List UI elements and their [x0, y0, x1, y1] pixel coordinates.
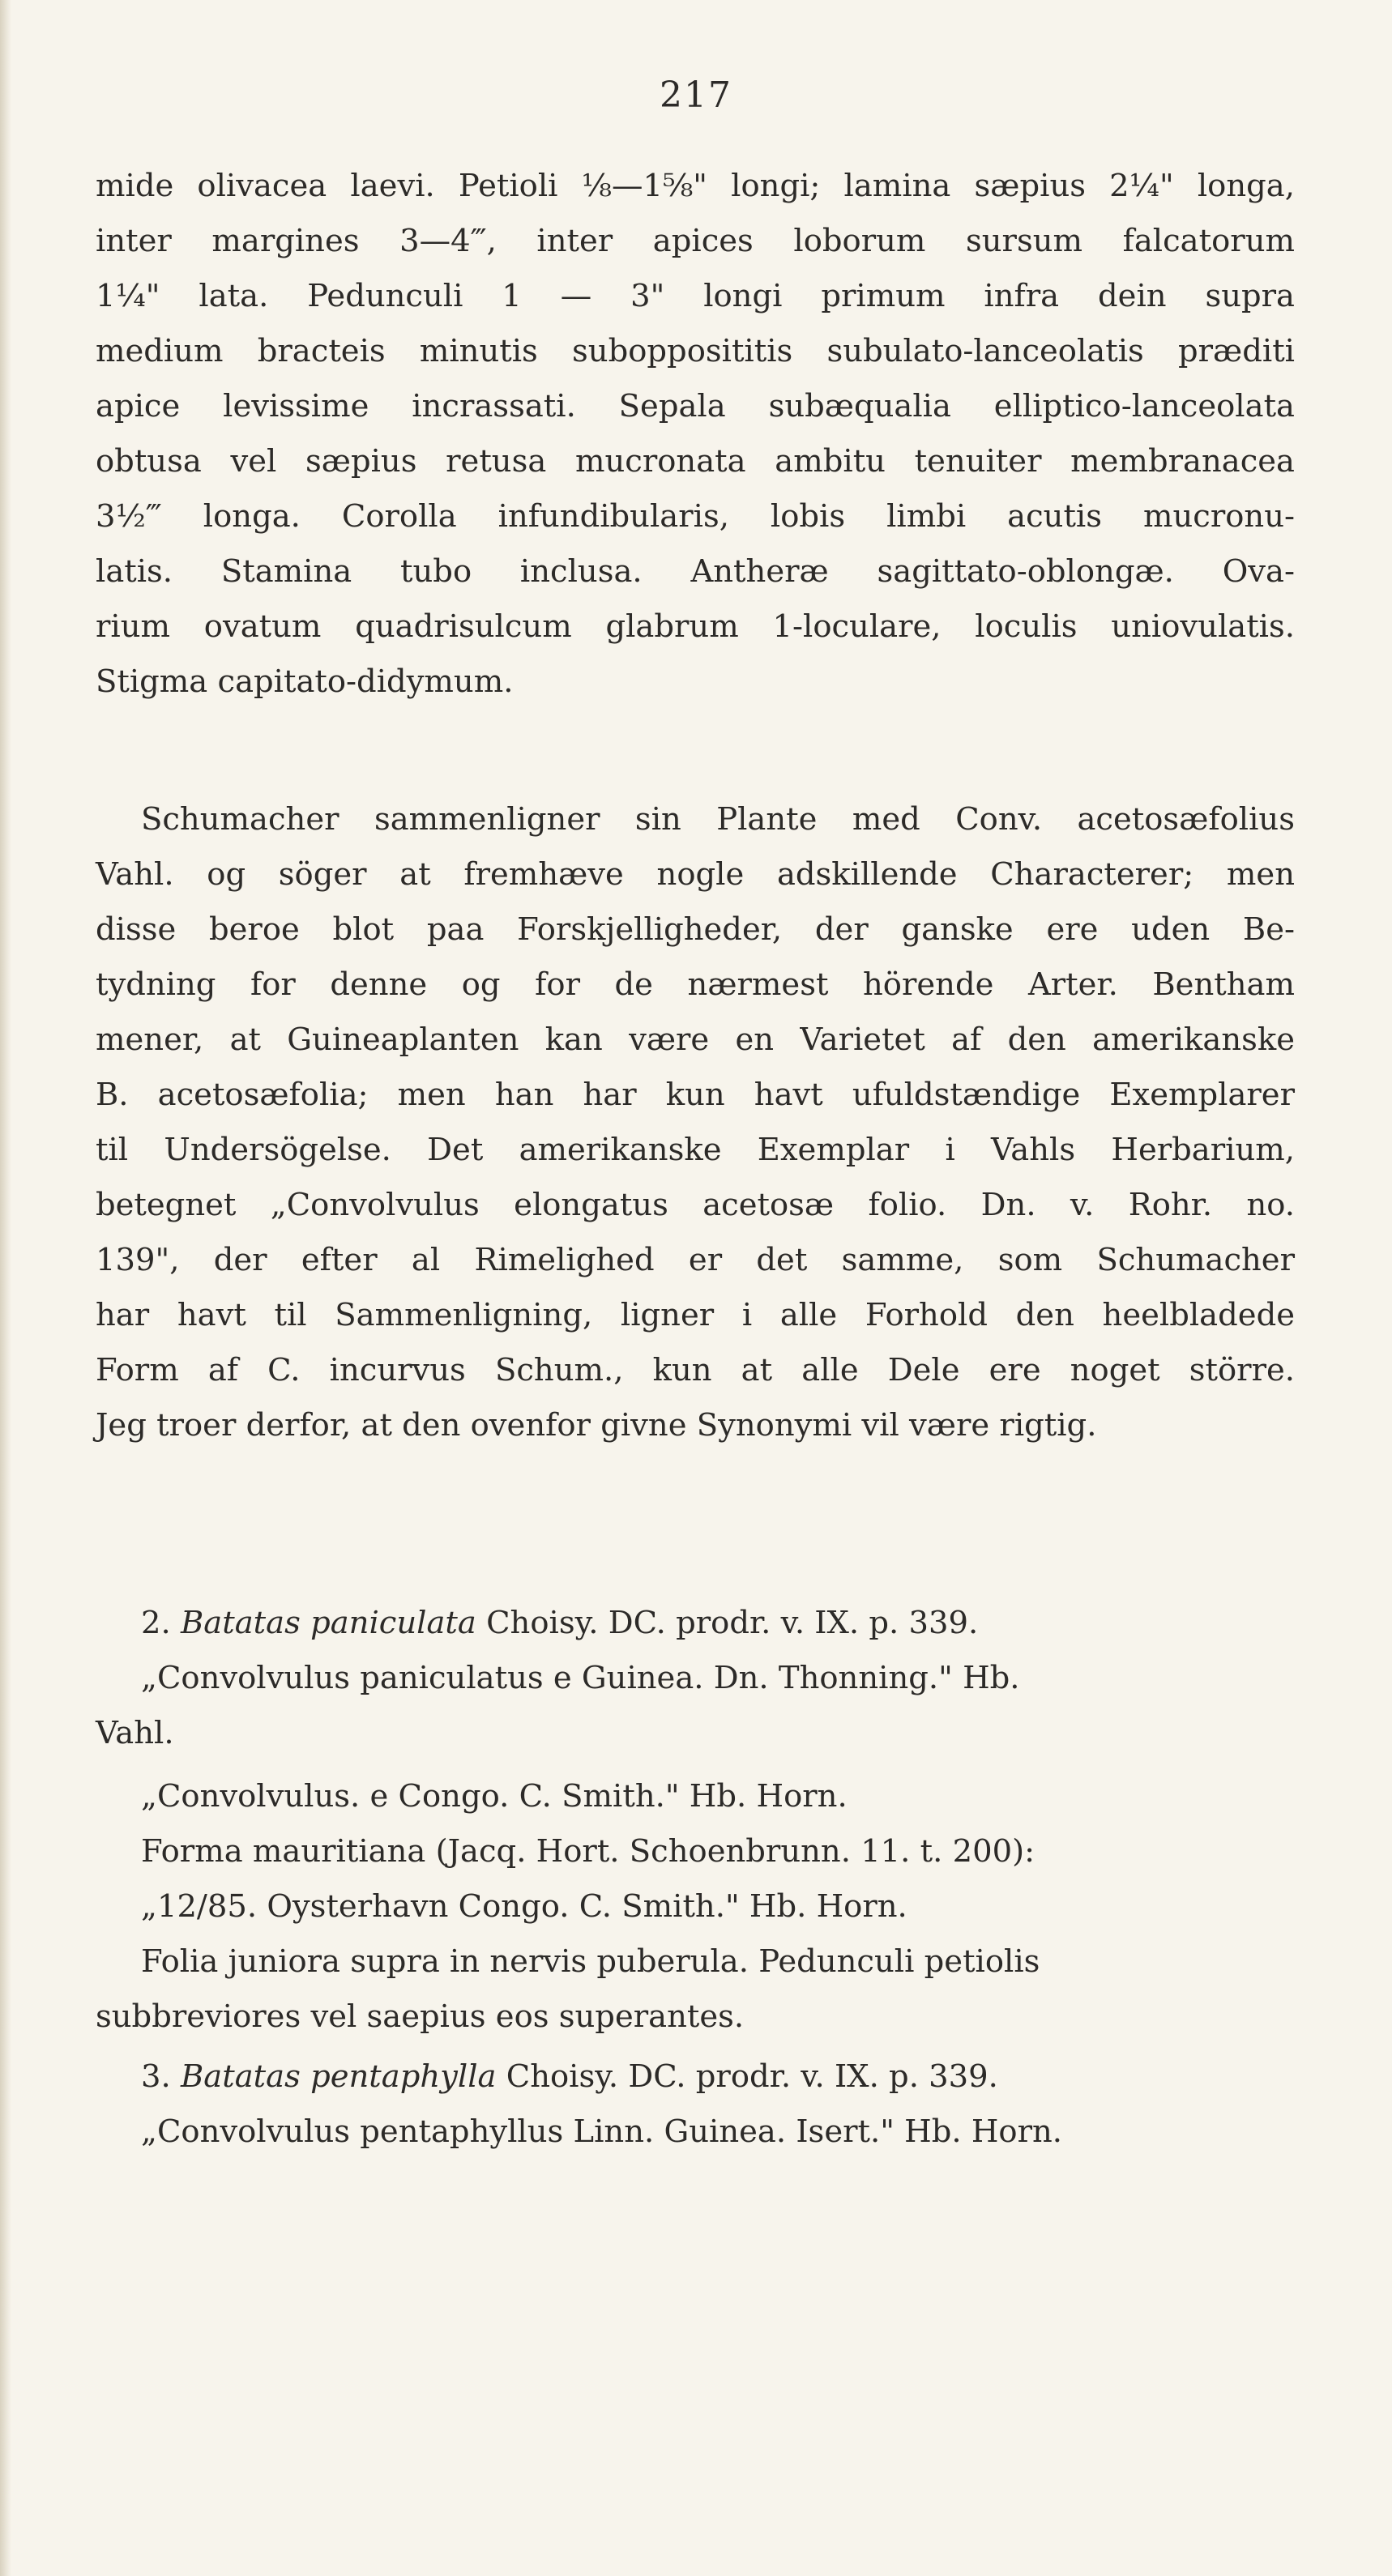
text-line: Stigma capitato-didymum. — [96, 663, 514, 700]
specimen-line: Vahl. — [96, 1715, 174, 1751]
text-line: 139", der efter al Rimelighed er det samme, som Schumacher — [96, 1242, 1295, 1278]
text-line: inter margines 3—4‴, inter apices loborum sursum falcatorum — [96, 223, 1295, 259]
entry-number: 2. — [141, 1605, 171, 1641]
note-line: subbreviores vel saepius eos superantes. — [96, 1998, 745, 2035]
page-edge-shadow — [0, 0, 11, 2576]
note-line: Folia juniora supra in nervis puberula. Pedunculi petiolis — [141, 1943, 1040, 1980]
page-number: 217 — [660, 75, 732, 116]
text-line: Vahl. og söger at fremhæve nogle adskillende Characterer; men — [96, 856, 1295, 893]
species-citation: Choisy. DC. prodr. v. IX. p. 339. — [496, 2058, 998, 2095]
species-name: Batatas paniculata — [180, 1605, 476, 1641]
species-entry-2 — [96, 1596, 1295, 2045]
text-line: Form af C. incurvus Schum., kun at alle Dele ere noget större. — [96, 1352, 1295, 1388]
entry-number: 3. — [141, 2058, 171, 2095]
discussion-paragraph — [96, 792, 1295, 1453]
text-line: Schumacher sammenligner sin Plante med Conv. acetosæfolius — [141, 801, 1295, 838]
text-line: 3½‴ longa. Corolla infundibularis, lobis limbi acutis mucronu- — [96, 498, 1295, 535]
species-entry-3 — [96, 2049, 1295, 2160]
entry-heading — [96, 1596, 1295, 1651]
text-line: 1¼" lata. Pedunculi 1 — 3" longi primum infra dein supra — [96, 278, 1295, 314]
text-line: obtusa vel sæpius retusa mucronata ambitu tenuiter membranacea — [96, 443, 1295, 480]
text-line: mide olivacea laevi. Petioli ⅛—1⅝" longi; lamina sæpius 2¼" longa, — [96, 168, 1295, 204]
specimen-line: „Convolvulus paniculatus e Guinea. Dn. Thonning." Hb. — [141, 1660, 1020, 1696]
text-line: til Undersögelse. Det amerikanske Exemplar i Vahls Herbarium, — [96, 1132, 1295, 1168]
text-line: disse beroe blot paa Forskjelligheder, der ganske ere uden Be- — [96, 911, 1295, 948]
text-line: rium ovatum quadrisulcum glabrum 1-loculare, loculis uniovulatis. — [96, 608, 1295, 645]
specimen-line: „Convolvulus. e Congo. C. Smith." Hb. Horn. — [141, 1778, 848, 1815]
text-line: B. acetosæfolia; men han har kun havt ufuldstændige Exemplarer — [96, 1077, 1295, 1113]
text-line: tydning for denne og for de nærmest hörende Arter. Bentham — [96, 966, 1295, 1003]
text-line: har havt til Sammenligning, ligner i alle Forhold den heelbladede — [96, 1297, 1295, 1333]
entry-heading — [96, 2049, 1295, 2105]
text-line: medium bracteis minutis subopposititis subulato-lanceolatis præditi — [96, 333, 1295, 369]
text-line: Jeg troer derfor, at den ovenfor givne Synonymi vil være rigtig. — [96, 1407, 1097, 1444]
specimen-line: „Convolvulus pentaphyllus Linn. Guinea. Isert." Hb. Horn. — [141, 2113, 1063, 2150]
forma-line: Forma mauritiana (Jacq. Hort. Schoenbrunn. 11. t. 200): — [141, 1833, 1035, 1870]
text-line: latis. Stamina tubo inclusa. Antheræ sagittato-oblongæ. Ova- — [96, 553, 1295, 590]
species-citation: Choisy. DC. prodr. v. IX. p. 339. — [476, 1605, 979, 1641]
description-paragraph — [96, 159, 1295, 710]
specimen-line: „12/85. Oysterhavn Congo. C. Smith." Hb. Horn. — [141, 1888, 907, 1925]
species-name: Batatas pentaphylla — [180, 2058, 497, 2095]
text-line: mener, at Guineaplanten kan være en Varietet af den amerikanske — [96, 1021, 1295, 1058]
text-line: betegnet „Convolvulus elongatus acetosæ folio. Dn. v. Rohr. no. — [96, 1187, 1295, 1223]
text-line: apice levissime incrassati. Sepala subæqualia elliptico-lanceolata — [96, 388, 1295, 424]
